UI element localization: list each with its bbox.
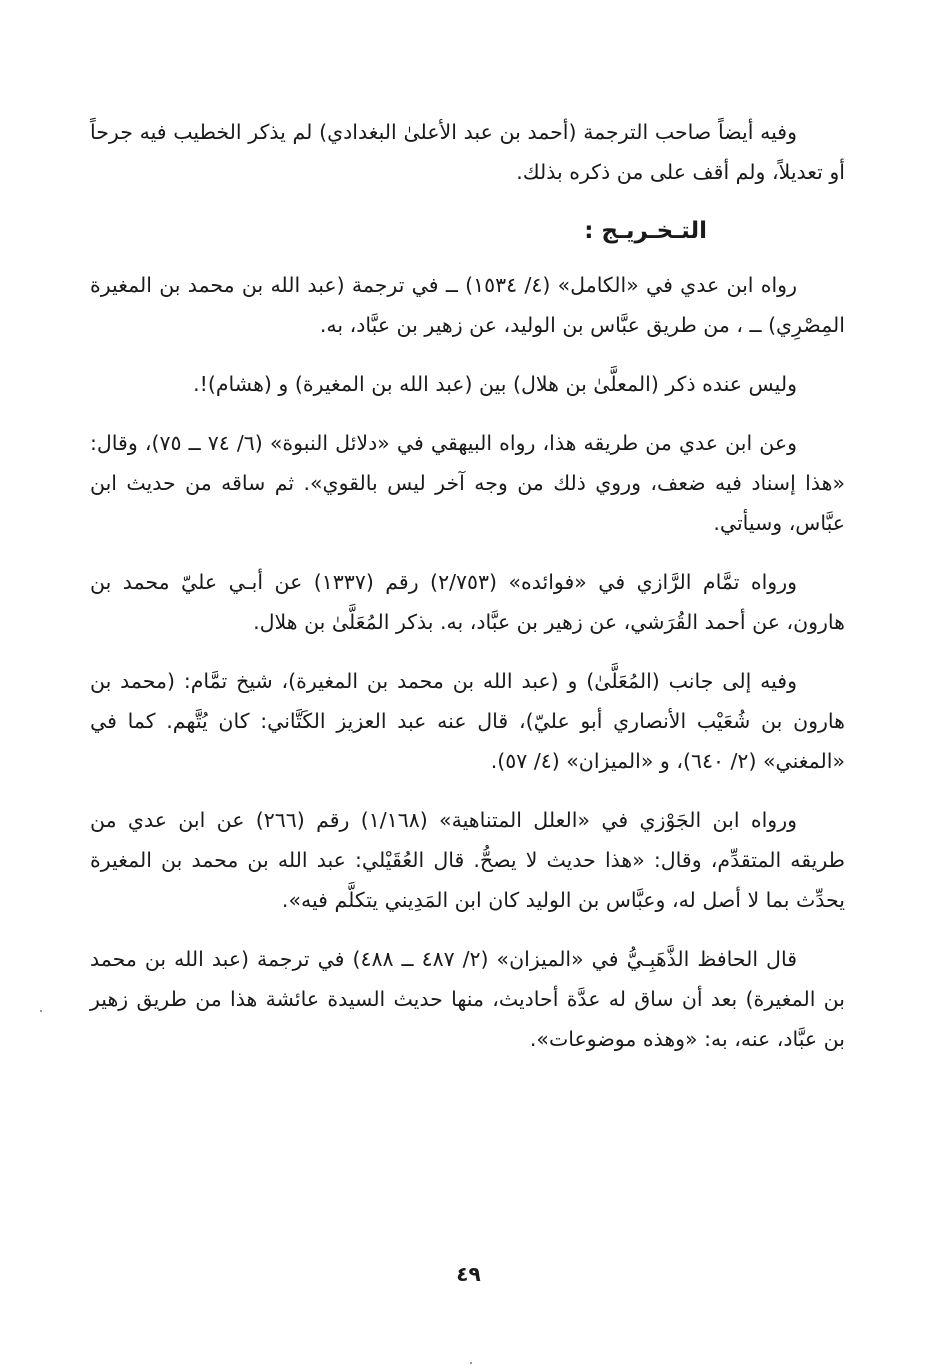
paragraph-4	[90, 562, 845, 642]
paragraph-4-text: ورواه تمَّام الرَّازي في «فوائده» (٢/٧٥٣) رقم (١٣٣٧) عن أبـي عليّ محمد بن هارون، عن أحمد القُرَشي، عن زهير بن عبَّاد، به. بذكر المُعَلَّىٰ بن هلال.	[90, 570, 845, 634]
paragraph-intro-text: وفيه أيضاً صاحب الترجمة (أحمد بن عبد الأعلىٰ البغدادي) لم يذكر الخطيب فيه جرحاً أو تعديلاً، ولم أقف على من ذكره بذلك.	[90, 120, 845, 184]
section-heading-takhrij: التـخـريـج :	[584, 218, 707, 244]
page-body	[90, 112, 845, 1078]
paragraph-1	[90, 265, 845, 345]
paragraph-5-text: وفيه إلى جانب (المُعَلَّىٰ) و (عبد الله بن محمد بن المغيرة)، شيخ تمَّام: (محمد بن هارون بن شُعَيْب الأنصاري أبو عليّ)، قال عنه عبد العزيز الكَتَّاني: كان يُتَّهم. كما في «المغني» (٢/ ٦٤٠)، و «الميزان» (٤/ ٥٧).	[90, 669, 845, 773]
scan-speck	[470, 1362, 472, 1364]
paragraph-7-text: قال الحافظ الذَّهَبِـيُّ في «الميزان» (٢/ ٤٨٧ ــ ٤٨٨) في ترجمة (عبد الله بن محمد بن المغيرة) بعد أن ساق له عدَّة أحاديث، منها حديث السيدة عائشة هذا من طريق زهير بن عبَّاد، عنه، به: «وهذه موضوعات».	[90, 947, 845, 1051]
paragraph-1-text: رواه ابن عدي في «الكامل» (٤/ ١٥٣٤) ــ في ترجمة (عبد الله بن محمد بن المغيرة المِصْرِي) ــ ، من طريق عبَّاس بن الوليد، عن زهير بن عبَّاد، به.	[90, 273, 845, 337]
paragraph-2	[90, 364, 845, 404]
paragraph-6-text: ورواه ابن الجَوْزي في «العلل المتناهية» (١/١٦٨) رقم (٢٦٦) عن ابن عدي من طريقه المتقدِّم، وقال: «هذا حديث لا يصحُّ. قال العُقَيْلي: عبد الله بن محمد بن المغيرة يحدِّث بما لا أصل له، وعبَّاس بن الوليد كان ابن المَدِيني يتكلَّم فيه».	[90, 808, 845, 912]
paragraph-2-text: وليس عنده ذكر (المعلَّىٰ بن هلال) بين (عبد الله بن المغيرة) و (هشام)!.	[193, 372, 797, 396]
paragraph-6	[90, 800, 845, 920]
paragraph-3-text: وعن ابن عدي من طريقه هذا، رواه البيهقي في «دلائل النبوة» (٦/ ٧٤ ــ ٧٥)، وقال: «هذا إسناد فيه ضعف، وروي ذلك من وجه آخر ليس بالقوي». ثم ساقه من حديث ابن عبَّاس، وسيأتي.	[90, 431, 845, 535]
paragraph-7	[90, 939, 845, 1059]
page-number: ٤٩	[456, 1262, 481, 1286]
paragraph-intro	[90, 112, 845, 192]
scan-speck	[40, 1010, 42, 1012]
paragraph-5	[90, 661, 845, 781]
paragraph-3	[90, 423, 845, 543]
